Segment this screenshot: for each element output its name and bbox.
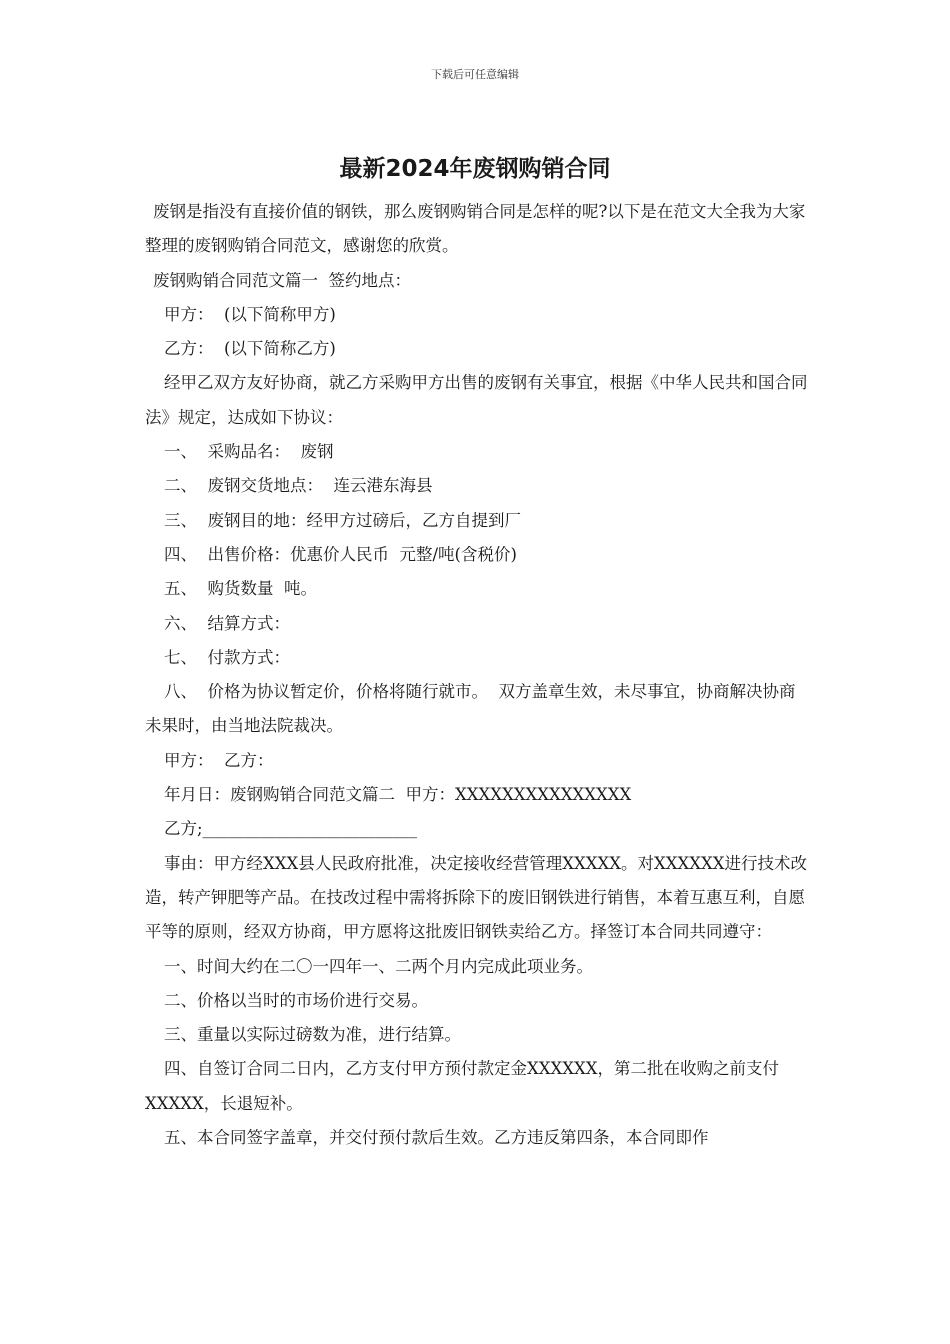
- clause-1: 一、 采购品名： 废钢: [164, 442, 334, 462]
- clause-3: 三、 废钢目的地：经甲方过磅后，乙方自提到厂: [164, 510, 521, 530]
- document-body: [145, 195, 810, 1155]
- signature-line: 甲方： 乙方：: [164, 750, 274, 770]
- paragraph-agreement-preamble: 经甲乙双方友好协商，就乙方采购甲方出售的废钢有关事宜，根据《中华人民共和国合同法》规定，达成如下协议：: [145, 373, 808, 427]
- clause-4: 四、 出售价格：优惠价人民币 元整/吨(含税价): [164, 544, 517, 564]
- paragraph-sample-two-heading: 年月日：废钢购销合同范文篇二 甲方：XXXXXXXXXXXXXXX: [164, 785, 632, 805]
- paragraph-intro: 废钢是指没有直接价值的钢铁，那么废钢购销合同是怎样的呢?以下是在范文大全我为大家整理的废钢购销合同范文，感谢您的欣赏。: [145, 202, 806, 256]
- paragraph-reason: 事由：甲方经XXX县人民政府批准，决定接收经营管理XXXXX。对XXXXXX进行技术改造，转产钾肥等产品。在技改过程中需将拆除下的废旧钢铁进行销售，本着互惠互利，自愿平等的原则，经双方协商，甲方愿将这批废旧钢铁卖给乙方。择签订本合同共同遵守：: [145, 853, 807, 942]
- term-4: 四、自签订合同二日内，乙方支付甲方预付款定金XXXXXX，第二批在收购之前支付XXXXX，长退短补。: [145, 1059, 779, 1113]
- document-title: 最新2024年废钢购销合同: [339, 156, 611, 182]
- term-2: 二、价格以当时的市场价进行交易。: [164, 990, 428, 1010]
- term-5: 五、本合同签字盖章，并交付预付款后生效。乙方违反第四条，本合同即作: [164, 1128, 709, 1148]
- clause-6: 六、 结算方式：: [164, 613, 290, 633]
- paragraph-party-a: 甲方： (以下简称甲方): [164, 304, 336, 324]
- paragraph-party-b: 乙方： (以下简称乙方): [164, 339, 336, 359]
- clause-8: 八、 价格为协议暂定价，价格将随行就市。 双方盖章生效，未尽事宜，协商解决协商未果时，由当地法院裁决。: [145, 682, 796, 736]
- term-3: 三、重量以实际过磅数为准，进行结算。: [164, 1025, 461, 1045]
- paragraph-sample-one-heading: 废钢购销合同范文篇一 签约地点：: [153, 270, 411, 290]
- clause-7: 七、 付款方式：: [164, 647, 290, 667]
- clause-5: 五、 购货数量 吨。: [164, 579, 317, 599]
- clause-2: 二、 废钢交货地点： 连云港东海县: [164, 476, 433, 496]
- paragraph-party-b-blank: 乙方;__________________________: [164, 819, 418, 839]
- term-1: 一、时间大约在二〇一四年一、二两个月内完成此项业务。: [164, 956, 593, 976]
- header-note: 下载后可任意编辑: [431, 68, 519, 81]
